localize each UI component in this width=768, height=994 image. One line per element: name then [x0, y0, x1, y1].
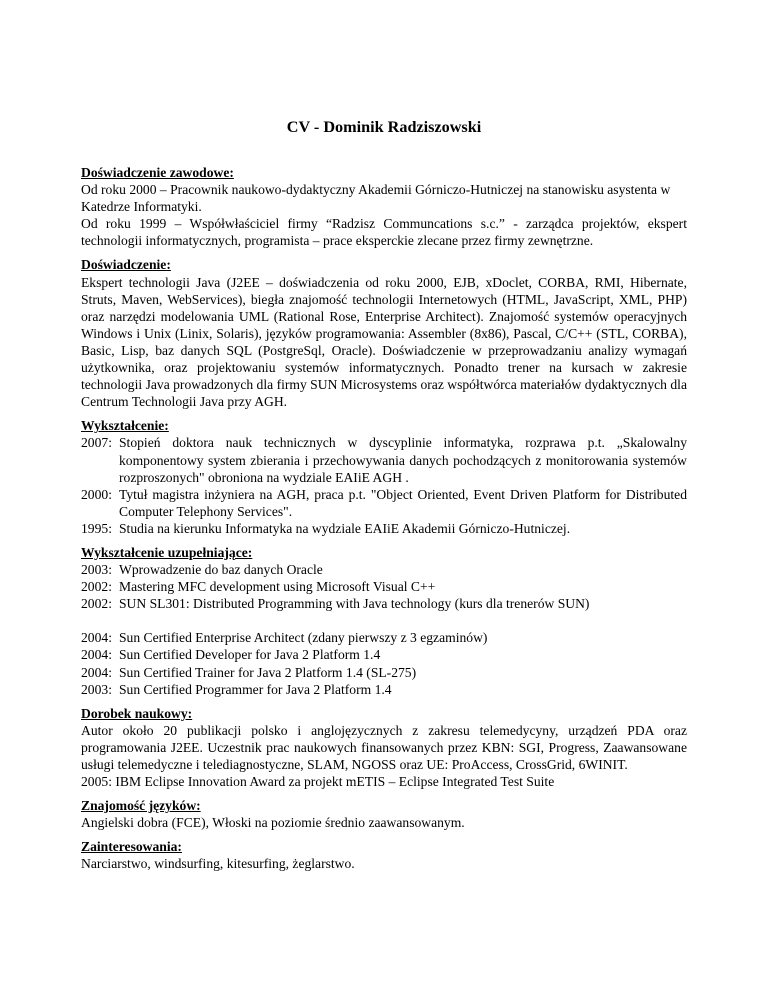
course-year: 2003: — [81, 562, 112, 578]
interests-text: Narciarstwo, windsurfing, kitesurfing, żeglarstwo. — [81, 856, 355, 872]
education-item — [81, 520, 687, 537]
spacer — [81, 612, 687, 629]
certificate-text: Sun Certified Enterprise Architect (zdany pierwszy z 3 egzaminów) — [119, 630, 488, 646]
certificate-item — [81, 681, 687, 698]
heading-interests: Zainteresowania: — [81, 839, 182, 855]
section-languages — [81, 797, 687, 831]
research-award: 2005: IBM Eclipse Innovation Award za projekt mETIS – Eclipse Integrated Test Suite — [81, 774, 555, 790]
certificate-text: Sun Certified Developer for Java 2 Platform 1.4 — [119, 647, 381, 663]
section-interests — [81, 838, 687, 872]
certificate-year: 2004: — [81, 647, 112, 663]
certificate-item — [81, 629, 687, 646]
research-paragraph: Autor około 20 publikacji polsko i anglojęzycznych z zakresu telemedycyny, urządzeń PDA oraz programowania J2EE. Uczestnik prac naukowych finansowanych przez KBN: SGI, Progress, Zaawansowane usługi telemedyczne i telediagnostyczne, SLAM, NGOSS oraz UE: ProAccess, CrossGrid, 6WINIT. — [81, 722, 687, 772]
education-text: Stopień doktora nauk technicznych w dyscyplinie informatyka, rozprawa p.t. „Skalowalny komponentowy system zbierania i przechowywania danych pochodzących z monitorowania systemów rozproszonych" obroniona na wydziale EAIiE AGH . — [119, 435, 687, 485]
heading-skills: Doświadczenie: — [81, 257, 171, 273]
cv-document — [81, 118, 687, 880]
course-item — [81, 595, 687, 612]
education-text: Studia na kierunku Informatyka na wydziale EAIiE Akademii Górniczo-Hutniczej. — [119, 520, 571, 536]
certificate-year: 2004: — [81, 630, 112, 646]
experience-paragraph-2: Od roku 1999 – Współwłaściciel firmy “Radzisz Communcations s.c.” - zarządca projektów, ekspert technologii informatycznych, programista – prace eksperckie zlecane przez firmy zewnętrzne. — [81, 216, 687, 249]
skills-paragraph: Ekspert technologii Java (J2EE – doświadczenia od roku 2000, EJB, xDoclet, CORBA, RMI, Hibernate, Struts, Maven, WebServices), biegła znajomość technologii Internetowych (HTML, JavaScript, XML, PHP) oraz narzędzi modelowania UML (Rational Rose, Enterprise Architect). Znajomość systemów operacyjnych Windows i Unix (Linix, Solaris), języków programowania: Assembler (8x86), Pascal, C/C++ (STL, CORBA), Basic, Lisp, baz danych SQL (PostgreSql, Oracle). Doświadczenie w przeprowadzaniu analizy wymagań użytkownika, oraz projektowaniu systemów informatycznych. Ponadto trener na kursach w zakresie technologii Java prowadzonych dla firmy SUN Microsystems oraz współtwórca materiałów dydaktycznych dla Centrum Technologii Java przy AGH. — [81, 274, 687, 410]
education-year: 2000: — [81, 486, 112, 502]
course-year: 2002: — [81, 596, 112, 612]
course-year: 2002: — [81, 579, 112, 595]
education-item — [81, 486, 687, 520]
certificate-year: 2004: — [81, 664, 112, 680]
heading-extra-education: Wykształcenie uzupełniające: — [81, 544, 253, 560]
document-title: CV - Dominik Radziszowski — [286, 118, 482, 136]
section-skills — [81, 256, 687, 410]
heading-research: Dorobek naukowy: — [81, 705, 193, 721]
course-item — [81, 578, 687, 595]
certificate-text: Sun Certified Trainer for Java 2 Platform 1.4 (SL-275) — [119, 664, 417, 680]
section-extra-education — [81, 544, 687, 698]
experience-paragraph-1: Od roku 2000 – Pracownik naukowo-dydaktyczny Akademii Górniczo-Hutniczej na stanowisku asystenta w Katedrze Informatyki. — [81, 182, 671, 215]
certificate-item — [81, 646, 687, 663]
heading-education: Wykształcenie: — [81, 418, 169, 434]
section-education — [81, 417, 687, 537]
heading-experience: Doświadczenie zawodowe: — [81, 165, 234, 180]
education-year: 2007: — [81, 435, 112, 451]
course-text: SUN SL301: Distributed Programming with Java technology (kurs dla trenerów SUN) — [119, 596, 590, 612]
certificate-item — [81, 664, 687, 681]
education-text: Tytuł magistra inżyniera na AGH, praca p.t. "Object Oriented, Event Driven Platform for Distributed Computer Telephony Services". — [119, 486, 687, 519]
section-experience — [81, 164, 687, 249]
certificate-year: 2003: — [81, 681, 112, 697]
education-item — [81, 434, 687, 485]
course-text: Wprowadzenie do baz danych Oracle — [119, 562, 323, 578]
course-item — [81, 561, 687, 578]
section-research — [81, 705, 687, 790]
certificate-text: Sun Certified Programmer for Java 2 Platform 1.4 — [119, 681, 392, 697]
heading-languages: Znajomość języków: — [81, 798, 201, 814]
languages-text: Angielski dobra (FCE), Włoski na poziomie średnio zaawansowanym. — [81, 815, 465, 831]
education-year: 1995: — [81, 520, 112, 536]
course-text: Mastering MFC development using Microsoft Visual C++ — [119, 579, 436, 595]
